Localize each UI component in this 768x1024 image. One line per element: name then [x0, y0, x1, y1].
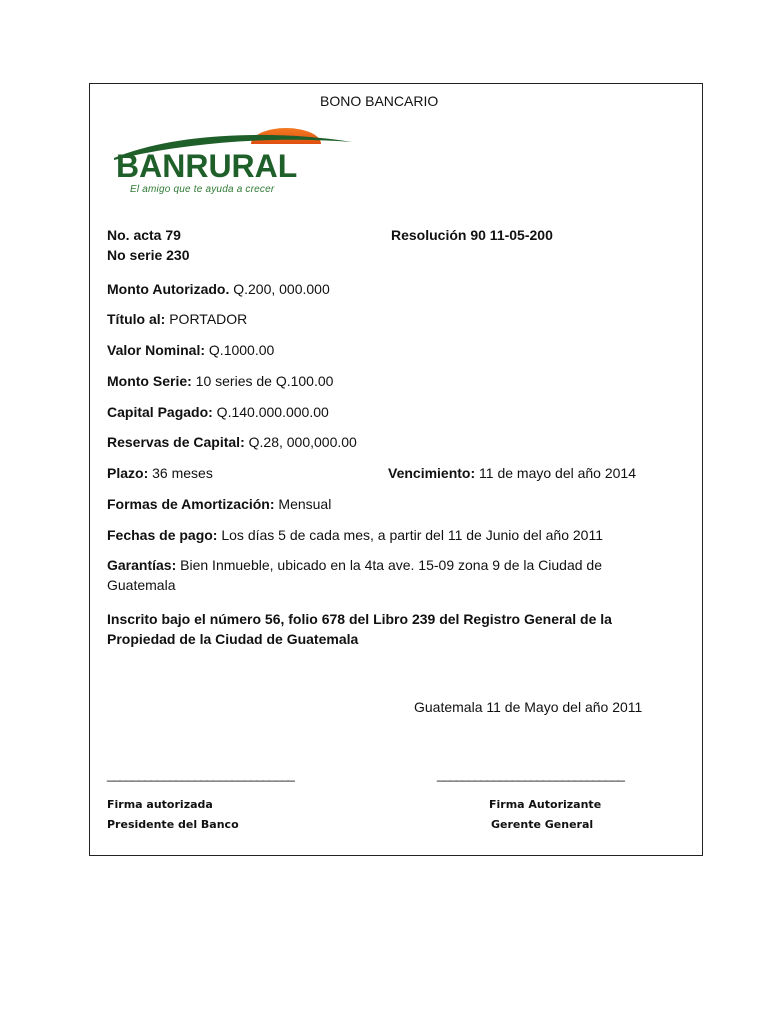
monto-autorizado-value: Q.200, 000.000: [229, 281, 330, 297]
titulo-value: PORTADOR: [165, 311, 248, 327]
valor-nominal-row: [107, 340, 274, 360]
valor-nominal-label: Valor Nominal:: [107, 342, 206, 358]
fechas-pago-value: Los días 5 de cada mes, a partir del 11 de Junio del año 2011: [217, 527, 603, 543]
titulo-row: [107, 309, 247, 329]
garantias-label: Garantías:: [107, 557, 177, 573]
vencimiento-label: Vencimiento:: [388, 465, 476, 481]
garantias-value: Bien Inmueble, ubicado en la 4ta ave. 15-09 zona 9 de la Ciudad de Guatemala: [107, 557, 602, 593]
vencimiento-value: 11 de mayo del año 2014: [475, 465, 637, 481]
logo-wordmark: BANRURAL: [116, 148, 298, 184]
amortizacion-value: Mensual: [274, 496, 332, 512]
amortizacion-row: [107, 494, 331, 514]
reservas-label: Reservas de Capital:: [107, 434, 245, 450]
amortizacion-label: Formas de Amortización:: [107, 496, 275, 512]
signature-line-right: ______________________________: [437, 767, 624, 782]
signature-right-line1: Firma Autorizante: [489, 798, 602, 811]
garantias-row: [107, 555, 652, 595]
monto-serie-label: Monto Serie:: [107, 373, 192, 389]
place-date: Guatemala 11 de Mayo del año 2011: [414, 699, 643, 715]
reservas-row: [107, 432, 357, 452]
resolucion: Resolución 90 11-05-200: [391, 227, 553, 243]
monto-serie-row: [107, 371, 333, 391]
valor-nominal-value: Q.1000.00: [205, 342, 275, 358]
vencimiento-row: [388, 463, 636, 483]
capital-pagado-label: Capital Pagado:: [107, 404, 213, 420]
capital-pagado-row: [107, 402, 329, 422]
fechas-pago-label: Fechas de pago:: [107, 527, 218, 543]
plazo-value: 36 meses: [148, 465, 213, 481]
document-title: BONO BANCARIO: [320, 93, 439, 109]
inscripcion-text: Inscrito bajo el número 56, folio 678 del Libro 239 del Registro General de la Propiedad de la Ciudad de Guatemala: [107, 611, 612, 647]
bond-document: [89, 83, 703, 856]
titulo-label: Título al:: [107, 311, 166, 327]
banrural-logo: [106, 122, 356, 200]
monto-autorizado-label: Monto Autorizado.: [107, 281, 230, 297]
monto-autorizado-row: [107, 279, 330, 299]
acta-number: No. acta 79: [107, 227, 181, 243]
capital-pagado-value: Q.140.000.000.00: [212, 404, 329, 420]
signature-line-left: ______________________________: [107, 767, 294, 782]
plazo-label: Plazo:: [107, 465, 149, 481]
monto-serie-value: 10 series de Q.100.00: [191, 373, 334, 389]
logo-tagline: El amigo que te ayuda a crecer: [130, 184, 275, 195]
signature-left-line1: Firma autorizada: [107, 798, 213, 811]
fechas-pago-row: [107, 525, 603, 545]
signature-left-line2: Presidente del Banco: [107, 818, 239, 831]
reservas-value: Q.28, 000,000.00: [244, 434, 357, 450]
signature-right-line2: Gerente General: [491, 818, 594, 831]
serie-number: No serie 230: [107, 247, 190, 263]
plazo-row: [107, 463, 213, 483]
